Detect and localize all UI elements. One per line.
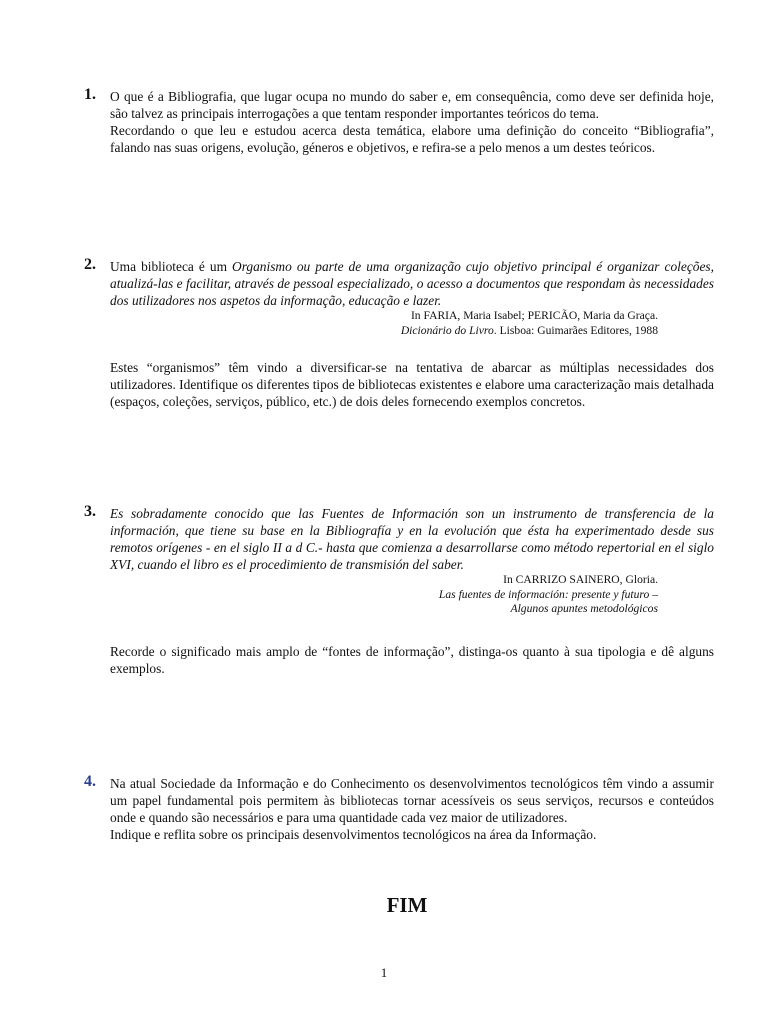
citation-title: Dicionário do Livro — [400, 323, 494, 337]
quoted-passage: Es sobradamente conocido que las Fuentes de Información son un instrumento de transferencia de la información, que tiene su base en la Bibliografía y en la evolución que ésta ha experimentado desde sus remotos orígenes - en el siglo II a d C.- hasta que comienza a desarrollarse como método repertorial en el siglo XVI, cuando el libro es el procedimiento de transmisión del saber. — [110, 506, 714, 572]
citation — [84, 309, 658, 338]
question-body — [110, 505, 714, 573]
citation-publisher: . Lisboa: Guimarães Editores, 1988 — [493, 323, 658, 337]
question-number: 1. — [84, 86, 96, 103]
question-paragraph: O que é a Bibliografia, que lugar ocupa no mundo do saber e, em consequência, como deve ser definida hoje, são talvez as principais interrogações a que tentam responder importantes teóricos do tema. — [110, 89, 714, 121]
question-2 — [84, 258, 714, 410]
question-body — [110, 775, 714, 843]
question-number: 2. — [84, 256, 96, 273]
question-paragraph: Recordando o que leu e estudou acerca desta temática, elabore uma definição do conceito “Bibliografia”, falando nas suas origens, evolução, géneros e objetivos, e refira-se a pelo menos a um destes teóricos. — [110, 123, 714, 155]
question-number: 3. — [84, 503, 96, 520]
question-paragraph: Na atual Sociedade da Informação e do Conhecimento os desenvolvimentos tecnológicos têm vindo a assumir um papel fundamental pois permitem às bibliotecas tornar acessíveis os seus serviços, recursos e conteúdos onde e quando são necessários e para uma quantidade cada vez maior de utilizadores. — [110, 776, 714, 825]
question-4 — [84, 775, 714, 843]
question-1 — [84, 88, 714, 156]
question-body — [110, 258, 714, 309]
citation-title: Las fuentes de información: presente y futuro – — [438, 587, 658, 601]
question-intro: Uma biblioteca é um — [110, 259, 233, 274]
quoted-definition: Organismo ou parte de uma organização cujo objetivo principal é organizar coleções, atualizá-las e facilitar, através de pessoal especializado, o acesso a documentos que respondam às necessidades dos utilizadores nos aspetos da informação, educação e lazer. — [110, 259, 714, 308]
question-paragraph: Estes “organismos” têm vindo a diversificar-se na tentativa de abarcar as múltiplas necessidades dos utilizadores. Identifique os diferentes tipos de bibliotecas existentes e elabore uma caracterização mais detalhada (espaços, coleções, serviços, público, etc.) de dois deles fornecendo exemplos concretos. — [110, 360, 714, 409]
question-task — [110, 643, 714, 677]
question-body — [110, 88, 714, 156]
citation-author: In FARIA, Maria Isabel; PERICÃO, Maria da Graça. — [410, 309, 658, 322]
citation-source — [84, 324, 658, 339]
citation-subtitle: Algunos apuntes metodológicos — [510, 602, 658, 615]
citation-author: In CARRIZO SAINERO, Gloria. — [503, 573, 658, 586]
question-paragraph: Recorde o significado mais amplo de “fontes de informação”, distinga-os quanto à sua tipologia e dê alguns exemplos. — [110, 643, 714, 676]
question-paragraph: Indique e reflita sobre os principais desenvolvimentos tecnológicos na área da Informação. — [110, 827, 597, 842]
question-task — [110, 359, 714, 410]
page-number: 1 — [380, 965, 388, 980]
question-3 — [84, 505, 714, 677]
question-number: 4. — [84, 773, 96, 790]
citation — [84, 573, 658, 617]
end-heading: FIM — [386, 893, 428, 917]
question-quote-paragraph — [110, 258, 714, 309]
